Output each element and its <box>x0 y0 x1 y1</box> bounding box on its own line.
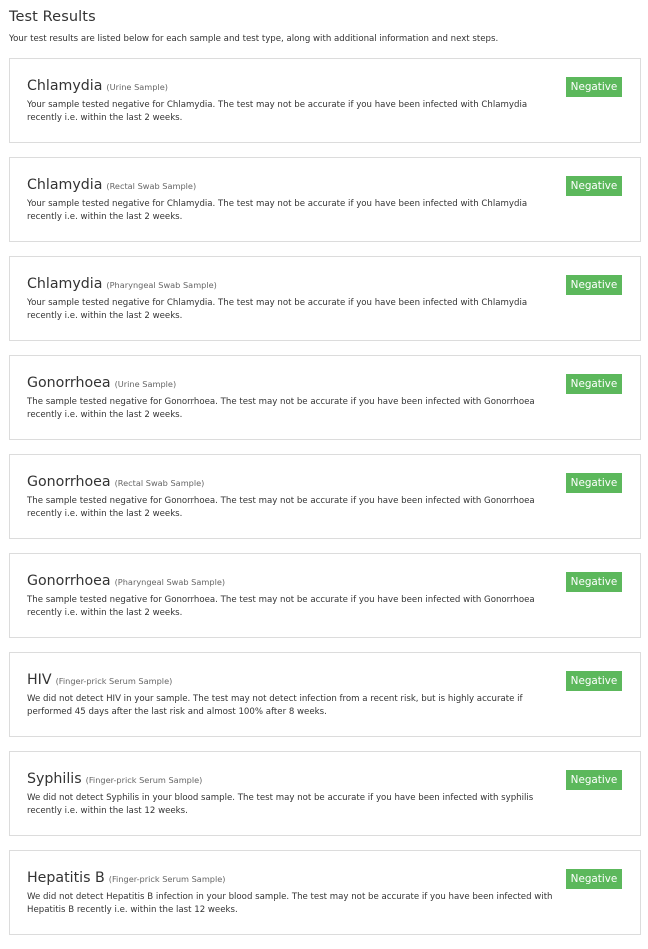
sample-type: (Urine Sample) <box>114 379 177 389</box>
result-description: The sample tested negative for Gonorrhoea. The test may not be accurate if you have been infected with Gonorrhoea recently i.e. within the last 2 weeks. <box>27 595 535 619</box>
result-description: Your sample tested negative for Chlamydia. The test may not be accurate if you have been infected with Chlamydia recently i.e. within the last 2 weeks. <box>27 298 528 322</box>
result-heading <box>27 669 172 691</box>
status-badge: Negative <box>566 572 622 592</box>
test-name: Gonorrhoea <box>27 474 111 490</box>
result-description: We did not detect Hepatitis B infection in your blood sample. The test may not be accurate if you have been infected with Hepatitis B recently i.e. within the last 12 weeks. <box>27 892 553 916</box>
sample-type: (Finger-prick Serum Sample) <box>85 775 203 785</box>
sample-type: (Pharyngeal Swab Sample) <box>114 577 226 587</box>
test-name: Gonorrhoea <box>27 573 111 589</box>
sample-type: (Finger-prick Serum Sample) <box>108 874 226 884</box>
sample-type: (Rectal Swab Sample) <box>114 478 205 488</box>
result-description: Your sample tested negative for Chlamydia. The test may not be accurate if you have been infected with Chlamydia recently i.e. within the last 2 weeks. <box>27 199 528 223</box>
results-list <box>9 58 641 949</box>
result-description: Your sample tested negative for Chlamydia. The test may not be accurate if you have been infected with Chlamydia recently i.e. within the last 2 weeks. <box>27 100 528 124</box>
result-description: We did not detect Syphilis in your blood sample. The test may not be accurate if you have been infected with syphilis recently i.e. within the last 12 weeks. <box>27 793 534 817</box>
sample-type: (Finger-prick Serum Sample) <box>55 676 173 686</box>
result-card-hepatitis-b <box>9 850 641 935</box>
result-heading <box>27 372 176 394</box>
result-card-chlamydia-rectal <box>9 157 641 242</box>
test-name: Chlamydia <box>27 177 103 193</box>
result-heading <box>27 471 204 493</box>
result-card-hiv <box>9 652 641 737</box>
test-name: Hepatitis B <box>27 870 105 886</box>
result-card-chlamydia-urine <box>9 58 641 143</box>
sample-type: (Urine Sample) <box>106 82 168 92</box>
status-badge: Negative <box>566 176 622 196</box>
result-card-chlamydia-pharyngeal <box>9 256 641 341</box>
page-title: Test Results <box>9 9 96 25</box>
sample-type: (Pharyngeal Swab Sample) <box>106 280 217 290</box>
result-heading <box>27 75 168 97</box>
status-badge: Negative <box>566 77 622 97</box>
status-badge: Negative <box>566 275 622 295</box>
status-badge: Negative <box>566 374 622 394</box>
result-card-gonorrhoea-rectal <box>9 454 641 539</box>
status-badge: Negative <box>566 869 622 889</box>
result-card-gonorrhoea-urine <box>9 355 641 440</box>
result-card-gonorrhoea-pharyngeal <box>9 553 641 638</box>
test-name: Chlamydia <box>27 78 103 94</box>
result-description: We did not detect HIV in your sample. The test may not detect infection from a recent risk, but is highly accurate if performed 45 days after the last risk and almost 100% after 8 weeks. <box>27 694 523 718</box>
result-heading <box>27 570 225 592</box>
sample-type: (Rectal Swab Sample) <box>106 181 197 191</box>
result-description: The sample tested negative for Gonorrhoea. The test may not be accurate if you have been infected with Gonorrhoea recently i.e. within the last 2 weeks. <box>27 397 535 421</box>
test-name: HIV <box>27 672 52 688</box>
result-heading <box>27 273 217 295</box>
test-name: Gonorrhoea <box>27 375 111 391</box>
status-badge: Negative <box>566 473 622 493</box>
page-intro: Your test results are listed below for each sample and test type, along with additional information and next steps. <box>9 34 499 44</box>
test-name: Chlamydia <box>27 276 103 292</box>
status-badge: Negative <box>566 671 622 691</box>
status-badge: Negative <box>566 770 622 790</box>
result-card-syphilis <box>9 751 641 836</box>
result-heading <box>27 768 202 790</box>
test-name: Syphilis <box>27 771 82 787</box>
result-heading <box>27 867 226 889</box>
result-heading <box>27 174 196 196</box>
result-description: The sample tested negative for Gonorrhoea. The test may not be accurate if you have been infected with Gonorrhoea recently i.e. within the last 2 weeks. <box>27 496 535 520</box>
